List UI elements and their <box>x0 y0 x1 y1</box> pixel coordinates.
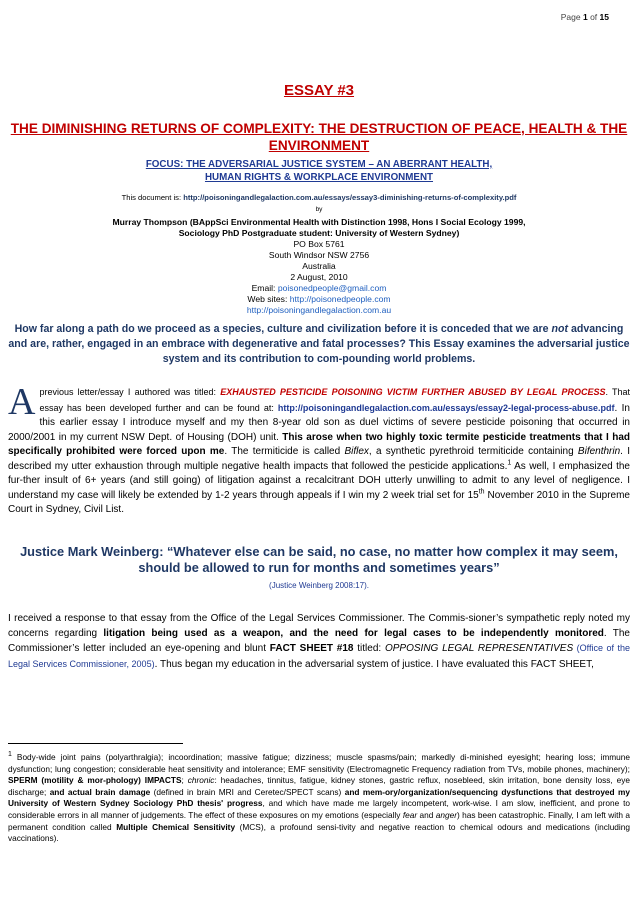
website-link-1[interactable]: http://poisonedpeople.com <box>289 294 391 304</box>
paragraph-intro: A previous letter/essay I authored was titled: EXHAUSTED PESTICIDE POISONING VICTIM FURTHER ABUSED BY LEGAL PROCESS. That essay has been developed further and can be found at: http://poisoningandlegalaction.com.au/essays/essay2-legal-process-abuse.pdf. In this earlier essay I introduce myself and my then 8-year old son as duel victims of severe pesticide poisoning that occurred in 2000/2001 in my current NSW Dept. of Housing (DOH) unit. This arose when two highly toxic termite pesticide treatments that I had specifically prohibited were forced upon me. The termiticide is called Biflex, a synthetic pyrethroid termiticide containing Bifenthrin. I described my utter exhaustion through multiple negative health impacts that followed the pesticide applications.$^1$ As well, I emphasized the fur-ther insult of 6+ years (and still going) of litigation against a recalcitrant DOH utterly unwilling to admit to any level of negligence. I understand my case will likely be extended by 1-2 years through appeals if I win my 2 week trial set for 15th November 2010 in the Supreme Court in Sydney, Civil List. <box>8 381 630 515</box>
page-number: Page 1 of 15 <box>560 12 609 22</box>
website-link-2[interactable]: http://poisoningandlegalaction.com.au <box>246 305 392 315</box>
drop-cap: A <box>8 381 36 423</box>
author-address: PO Box 5761 South Windsor NSW 2756 Australia 2 August, 2010 Email: poisonedpeople@gmail.com Web sites: http://poisonedpeople.com http://poisoningandlegalaction.com.au <box>246 239 392 315</box>
essay-number-heading: ESSAY #3 <box>283 82 355 99</box>
central-question: How far along a path do we proceed as a species, culture and civilization before it is conceded that we are not advancing and are, rather, engaged in an embrace with degenerative and fatal processes? This Essay examines the adversarial justice system and its contribution to com-pounding world problems. <box>8 323 630 365</box>
footnote-1: $^1$ Body-wide joint pains (polyarthralgia); incoordination; massive fatigue; dizziness; muscle spasms/pain; markedly di-minished eyesight; hearing loss; immune dysfunction; lung congestion; considerable heat sensitivity and intolerance; EMF sensitivity (Electromagnetic Frequency radiation from TVs, mobile phones, machinery); SPERM (motility & mor-phology) IMPACTS; chronic: headaches, tinnitus, fatigue, kidney stones, gastric reflux, nosebleed, skin irritation, bone density loss, eye discharge; and actual brain damage (defined in brain MRI and Ceretec/SPECT scans) and mem-ory/organization/sequencing dysfunctions that destroyed my University of Western Sydney Sociology PhD thesis' progress, and which have made me largely incompetent, work-wise. I am slow, inefficient, and prone to considerable errors in all manner of judgements. The effect of these exposures on my emotions (especially fear and anger) has been catastrophic. Finally, I am left with a permanent condition called Multiple Chemical Sensitivity (MCS), a profound sensi-tivity and negative reaction to chemical odours and medications (including vaccinations). <box>8 751 631 844</box>
document-url-link[interactable]: http://poisoningandlegalaction.com.au/essays/essay3-diminishing-returns-of-complexity.pdf <box>183 193 517 202</box>
weinberg-quote: Justice Mark Weinberg: “Whatever else can be said, no case, no matter how complex it may seem, should be allowed to run for months and sometimes years” (Justice Weinberg 2008:17). <box>20 544 618 590</box>
quote-citation: (Justice Weinberg 2008:17). <box>269 581 369 590</box>
essay2-link[interactable]: http://poisoningandlegalaction.com.au/essays/essay2-legal-process-abuse.pdf <box>277 402 615 413</box>
footnote-separator <box>8 743 183 744</box>
by-label: by <box>315 206 323 213</box>
footnote-ref[interactable]: 1 <box>507 459 512 467</box>
main-title: THE DIMINISHING RETURNS OF COMPLEXITY: THE DESTRUCTION OF PEACE, HEALTH & THE ENVIRONMENT <box>10 121 628 153</box>
author-credentials: Murray Thompson (BAppSci Environmental Health with Distinction 1998, Hons I Social Ecology 1999, Sociology PhD Postgraduate student: University of Western Sydney) <box>112 217 526 238</box>
paragraph-commissioner: I received a response to that essay from the Office of the Legal Services Commissioner. The Commis-sioner’s sympathetic reply noted my concerns regarding litigation being used as a weapon, and the need for legal cases to be independently monitored. The Commissioner’s letter included an eye-opening and blunt FACT SHEET #18 titled: OPPOSING LEGAL REPRESENTATIVES (Office of the Legal Services Commissioner, 2005). Thus began my education in the adversarial system of justice. I have evaluated this FACT SHEET, <box>8 613 631 670</box>
email-link[interactable]: poisonedpeople@gmail.com <box>277 283 387 293</box>
focus-subtitle: FOCUS: THE ADVERSARIAL JUSTICE SYSTEM – AN ABERRANT HEALTH, HUMAN RIGHTS & WORKPLACE ENVIRONMENT <box>145 159 493 183</box>
document-source-line: This document is: http://poisoningandlegalaction.com.au/essays/essay3-diminishing-returns-of-complexity.pdf <box>121 193 517 202</box>
